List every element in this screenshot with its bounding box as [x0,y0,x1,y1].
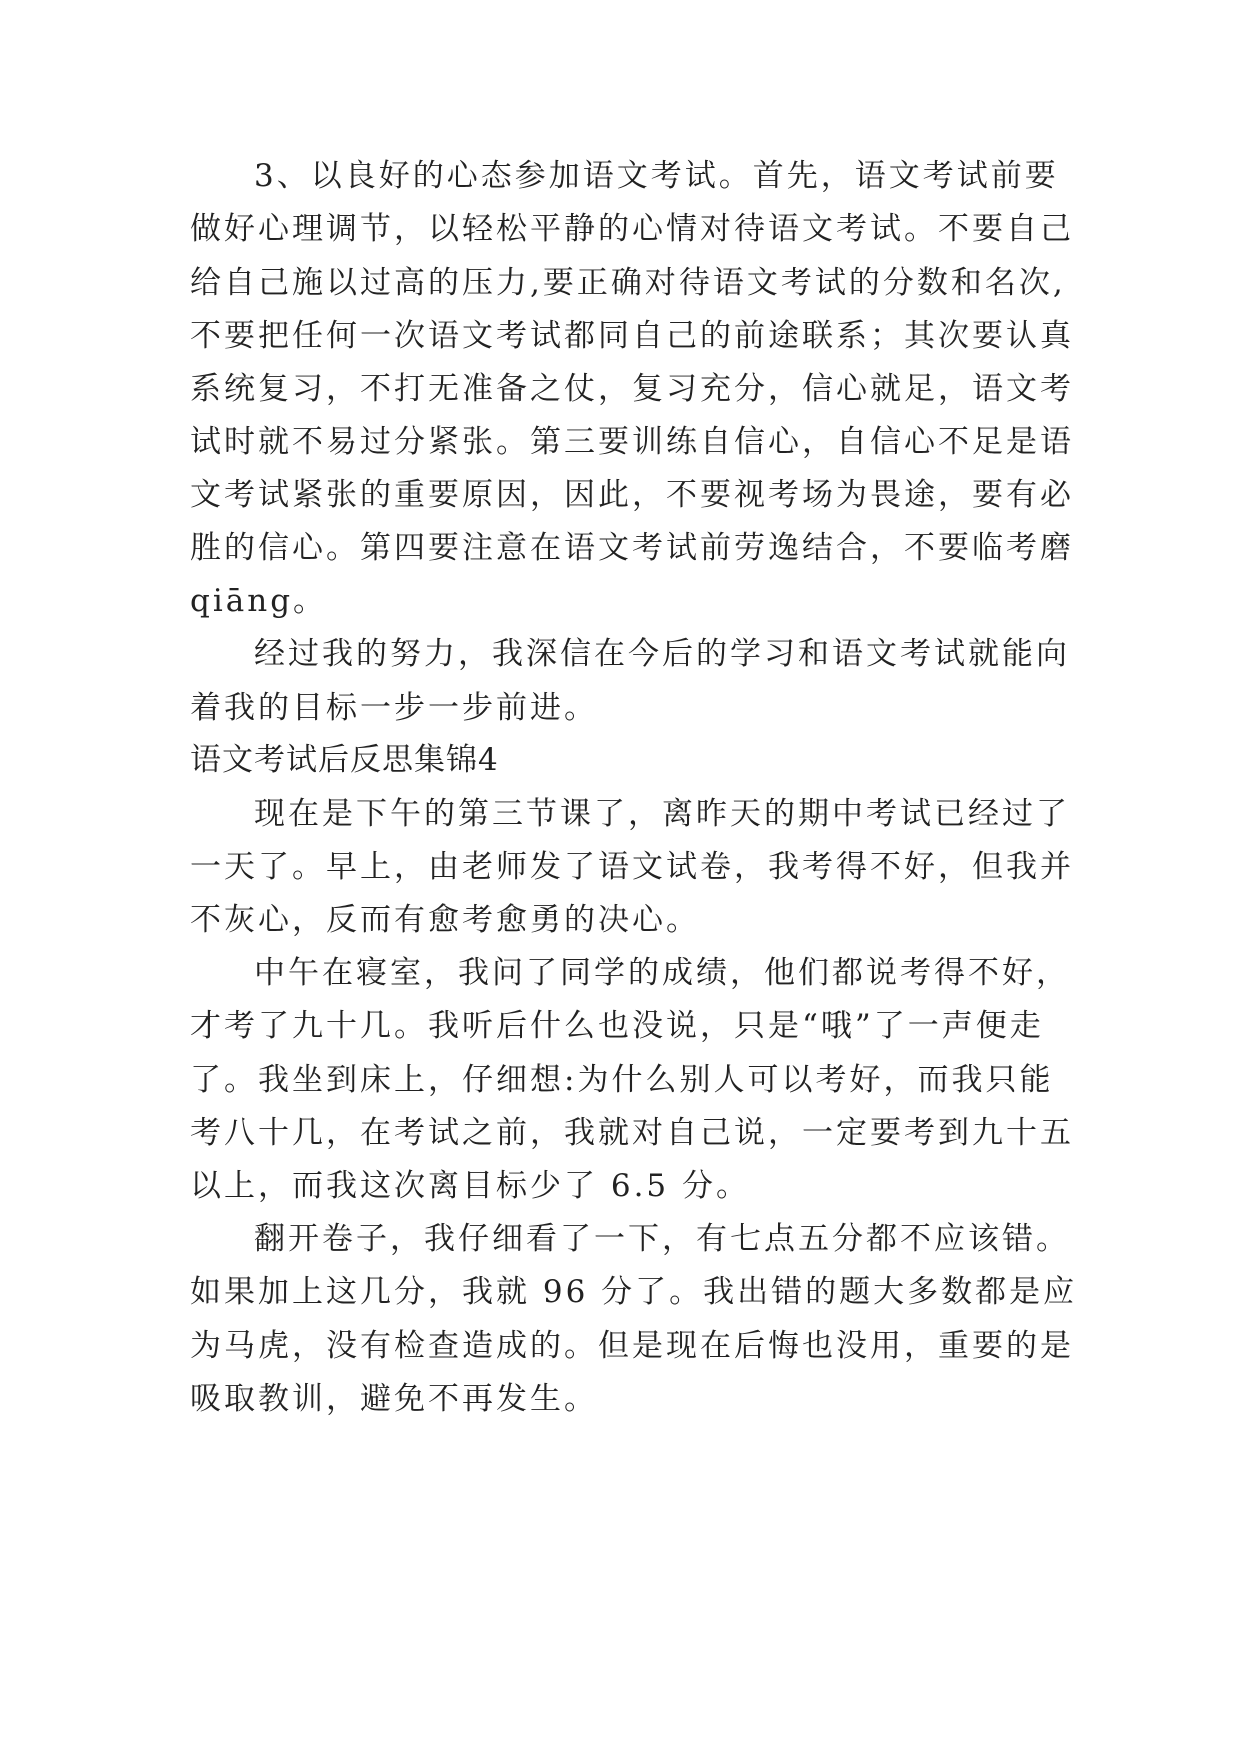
paragraph-1-line-5: 系统复习，不打无准备之仗，复习充分，信心就足，语文考 [190,371,1074,407]
paragraph-5-line-3: 为马虎，没有检查造成的。但是现在后悔也没用，重要的是 [190,1328,1074,1364]
paragraph-4-line-1: 中午在寝室，我问了同学的成绩，他们都说考得不好， [254,955,1070,991]
paragraph-1-line-1: 3、以良好的心态参加语文考试。首先，语文考试前要 [254,158,1059,194]
paragraph-3-line-3: 不灰心，反而有愈考愈勇的决心。 [190,902,700,938]
paragraph-1-line-4: 不要把任何一次语文考试都同自己的前途联系；其次要认真 [190,318,1074,354]
paragraph-4-line-3: 了。我坐到床上，仔细想:为什么别人可以考好，而我只能 [190,1062,1054,1098]
paragraph-5-line-1: 翻开卷子，我仔细看了一下，有七点五分都不应该错。 [254,1221,1070,1257]
paragraph-4-line-4: 考八十几，在考试之前，我就对自己说，一定要考到九十五 [190,1115,1074,1151]
paragraph-2-line-2: 着我的目标一步一步前进。 [190,690,598,726]
paragraph-1-line-7: 文考试紧张的重要原因，因此，不要视考场为畏途，要有必 [190,477,1074,513]
paragraph-1-line-9: qiāng。 [190,583,328,619]
paragraph-4-line-5: 以上，而我这次离目标少了 6.5 分。 [190,1168,751,1204]
paragraph-4-line-2: 才考了九十几。我听后什么也没说，只是“哦”了一声便走 [190,1008,1044,1044]
paragraph-2-line-1: 经过我的努力，我深信在今后的学习和语文考试就能向 [254,636,1070,672]
paragraph-5-line-2: 如果加上这几分，我就 96 分了。我出错的题大多数都是应 [190,1274,1078,1310]
paragraph-3-line-2: 一天了。早上，由老师发了语文试卷，我考得不好，但我并 [190,849,1074,885]
paragraph-3-line-1: 现在是下午的第三节课了，离昨天的期中考试已经过了 [254,796,1070,832]
paragraph-1-line-6: 试时就不易过分紧张。第三要训练自信心，自信心不足是语 [190,424,1074,460]
section-heading: 语文考试后反思集锦4 [190,742,499,778]
paragraph-1-line-3: 给自己施以过高的压力,要正确对待语文考试的分数和名次, [190,265,1066,301]
paragraph-1-line-8: 胜的信心。第四要注意在语文考试前劳逸结合，不要临考磨 [190,530,1074,566]
paragraph-5-line-4: 吸取教训，避免不再发生。 [190,1381,598,1417]
paragraph-1-line-2: 做好心理调节，以轻松平静的心情对待语文考试。不要自己 [190,211,1074,247]
